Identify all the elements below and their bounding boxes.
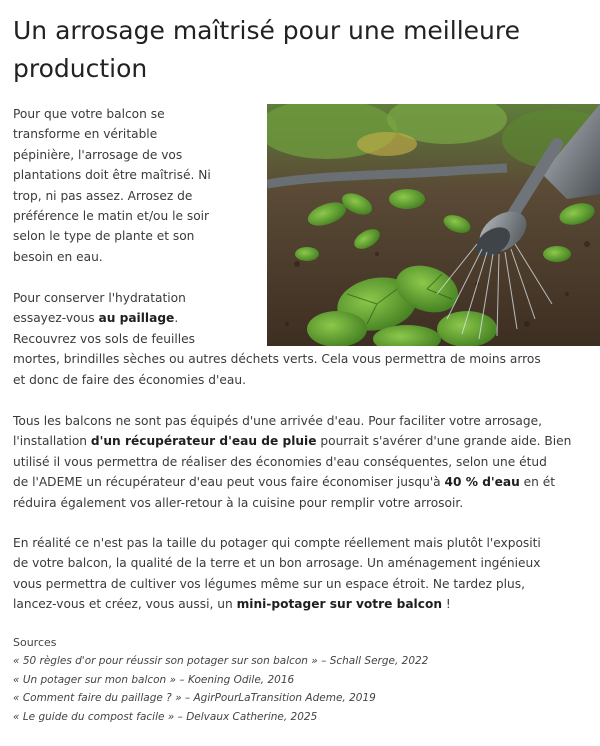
title-line-1: Un arrosage maîtrisé pour une meilleure: [13, 16, 520, 45]
text-line: Pour que votre balcon se: [13, 107, 165, 121]
mini-garden-emphasis: mini-potager sur votre balcon: [236, 597, 443, 612]
text-line: Pour conserver l'hydratation: [13, 291, 186, 305]
text-line: vous permettra de cultiver vos légumes même sur un espace étroit. Ne tardez plus,: [13, 576, 525, 591]
text-line: selon le type de plante et son: [13, 229, 195, 244]
paragraph-rainwater: [13, 411, 571, 513]
text-line: de l'ADEME un récupérateur d'eau peut vous faire économiser jusqu'à 40 % d'eau en ét: [13, 475, 556, 490]
text-line: Tous les balcons ne sont pas équipés d'une arrivée d'eau. Pour faciliter votre arrosage,: [13, 414, 542, 428]
water-saving-emphasis: 40 % d'eau: [444, 475, 520, 490]
rainwater-collector-emphasis: d'un récupérateur d'eau de pluie: [90, 434, 317, 449]
text-line: plantations doit être maîtrisé. Ni: [13, 168, 211, 183]
source-item: « 50 règles d'or pour réussir son potager sur son balcon » – Schall Serge, 2022: [13, 655, 429, 667]
paragraph-conclusion: [13, 533, 541, 615]
text-line: En réalité ce n'est pas la taille du potager qui compte réellement mais plutôt l'expositi: [13, 536, 541, 550]
text-line: de votre balcon, la qualité de la terre et un bon arrosage. Un aménagement ingénieux: [13, 556, 541, 571]
paragraph-watering-intro: [13, 104, 211, 267]
source-item: « Le guide du compost facile » – Delvaux Catherine, 2025: [13, 710, 318, 723]
text-line: mortes, brindilles sèches ou autres déchets verts. Cela vous permettra de moins arros: [13, 352, 541, 367]
page-title: [13, 12, 593, 88]
text-line: transforme en véritable: [13, 127, 158, 142]
source-item: « Comment faire du paillage ? » – AgirPourLaTransition Ademe, 2019: [13, 692, 376, 705]
text-line: essayez-vous au paillage.: [13, 311, 179, 326]
text-line: pépinière, l'arrosage de vos: [13, 147, 183, 162]
text-line: préférence le matin et/ou le soir: [13, 208, 210, 223]
text-line: et donc de faire des économies d'eau.: [13, 372, 246, 387]
title-line-2: production: [13, 54, 148, 83]
source-item: « Un potager sur mon balcon » – Koening Odile, 2016: [13, 673, 295, 686]
text-line: lancez-vous et créez, vous aussi, un mini-potager sur votre balcon !: [13, 597, 451, 612]
text-line: utilisé il vous permettra de réaliser des économies d'eau conséquentes, selon une étud: [13, 454, 547, 469]
paragraph-mulching: [13, 288, 541, 390]
text-line: besoin en eau.: [13, 249, 103, 264]
text-line: réduira également vos aller-retour à la cuisine pour remplir votre arrosoir.: [13, 495, 464, 510]
text-line: l'installation d'un récupérateur d'eau de pluie pourrait s'avérer d'une grande aide. Bien: [13, 434, 572, 449]
sources-title: Sources: [13, 636, 57, 649]
mulching-emphasis: au paillage: [98, 311, 175, 326]
text-line: Recouvrez vos sols de feuilles: [13, 331, 195, 346]
sources-section: [13, 634, 593, 726]
text-line: trop, ni pas assez. Arrosez de: [13, 188, 193, 203]
